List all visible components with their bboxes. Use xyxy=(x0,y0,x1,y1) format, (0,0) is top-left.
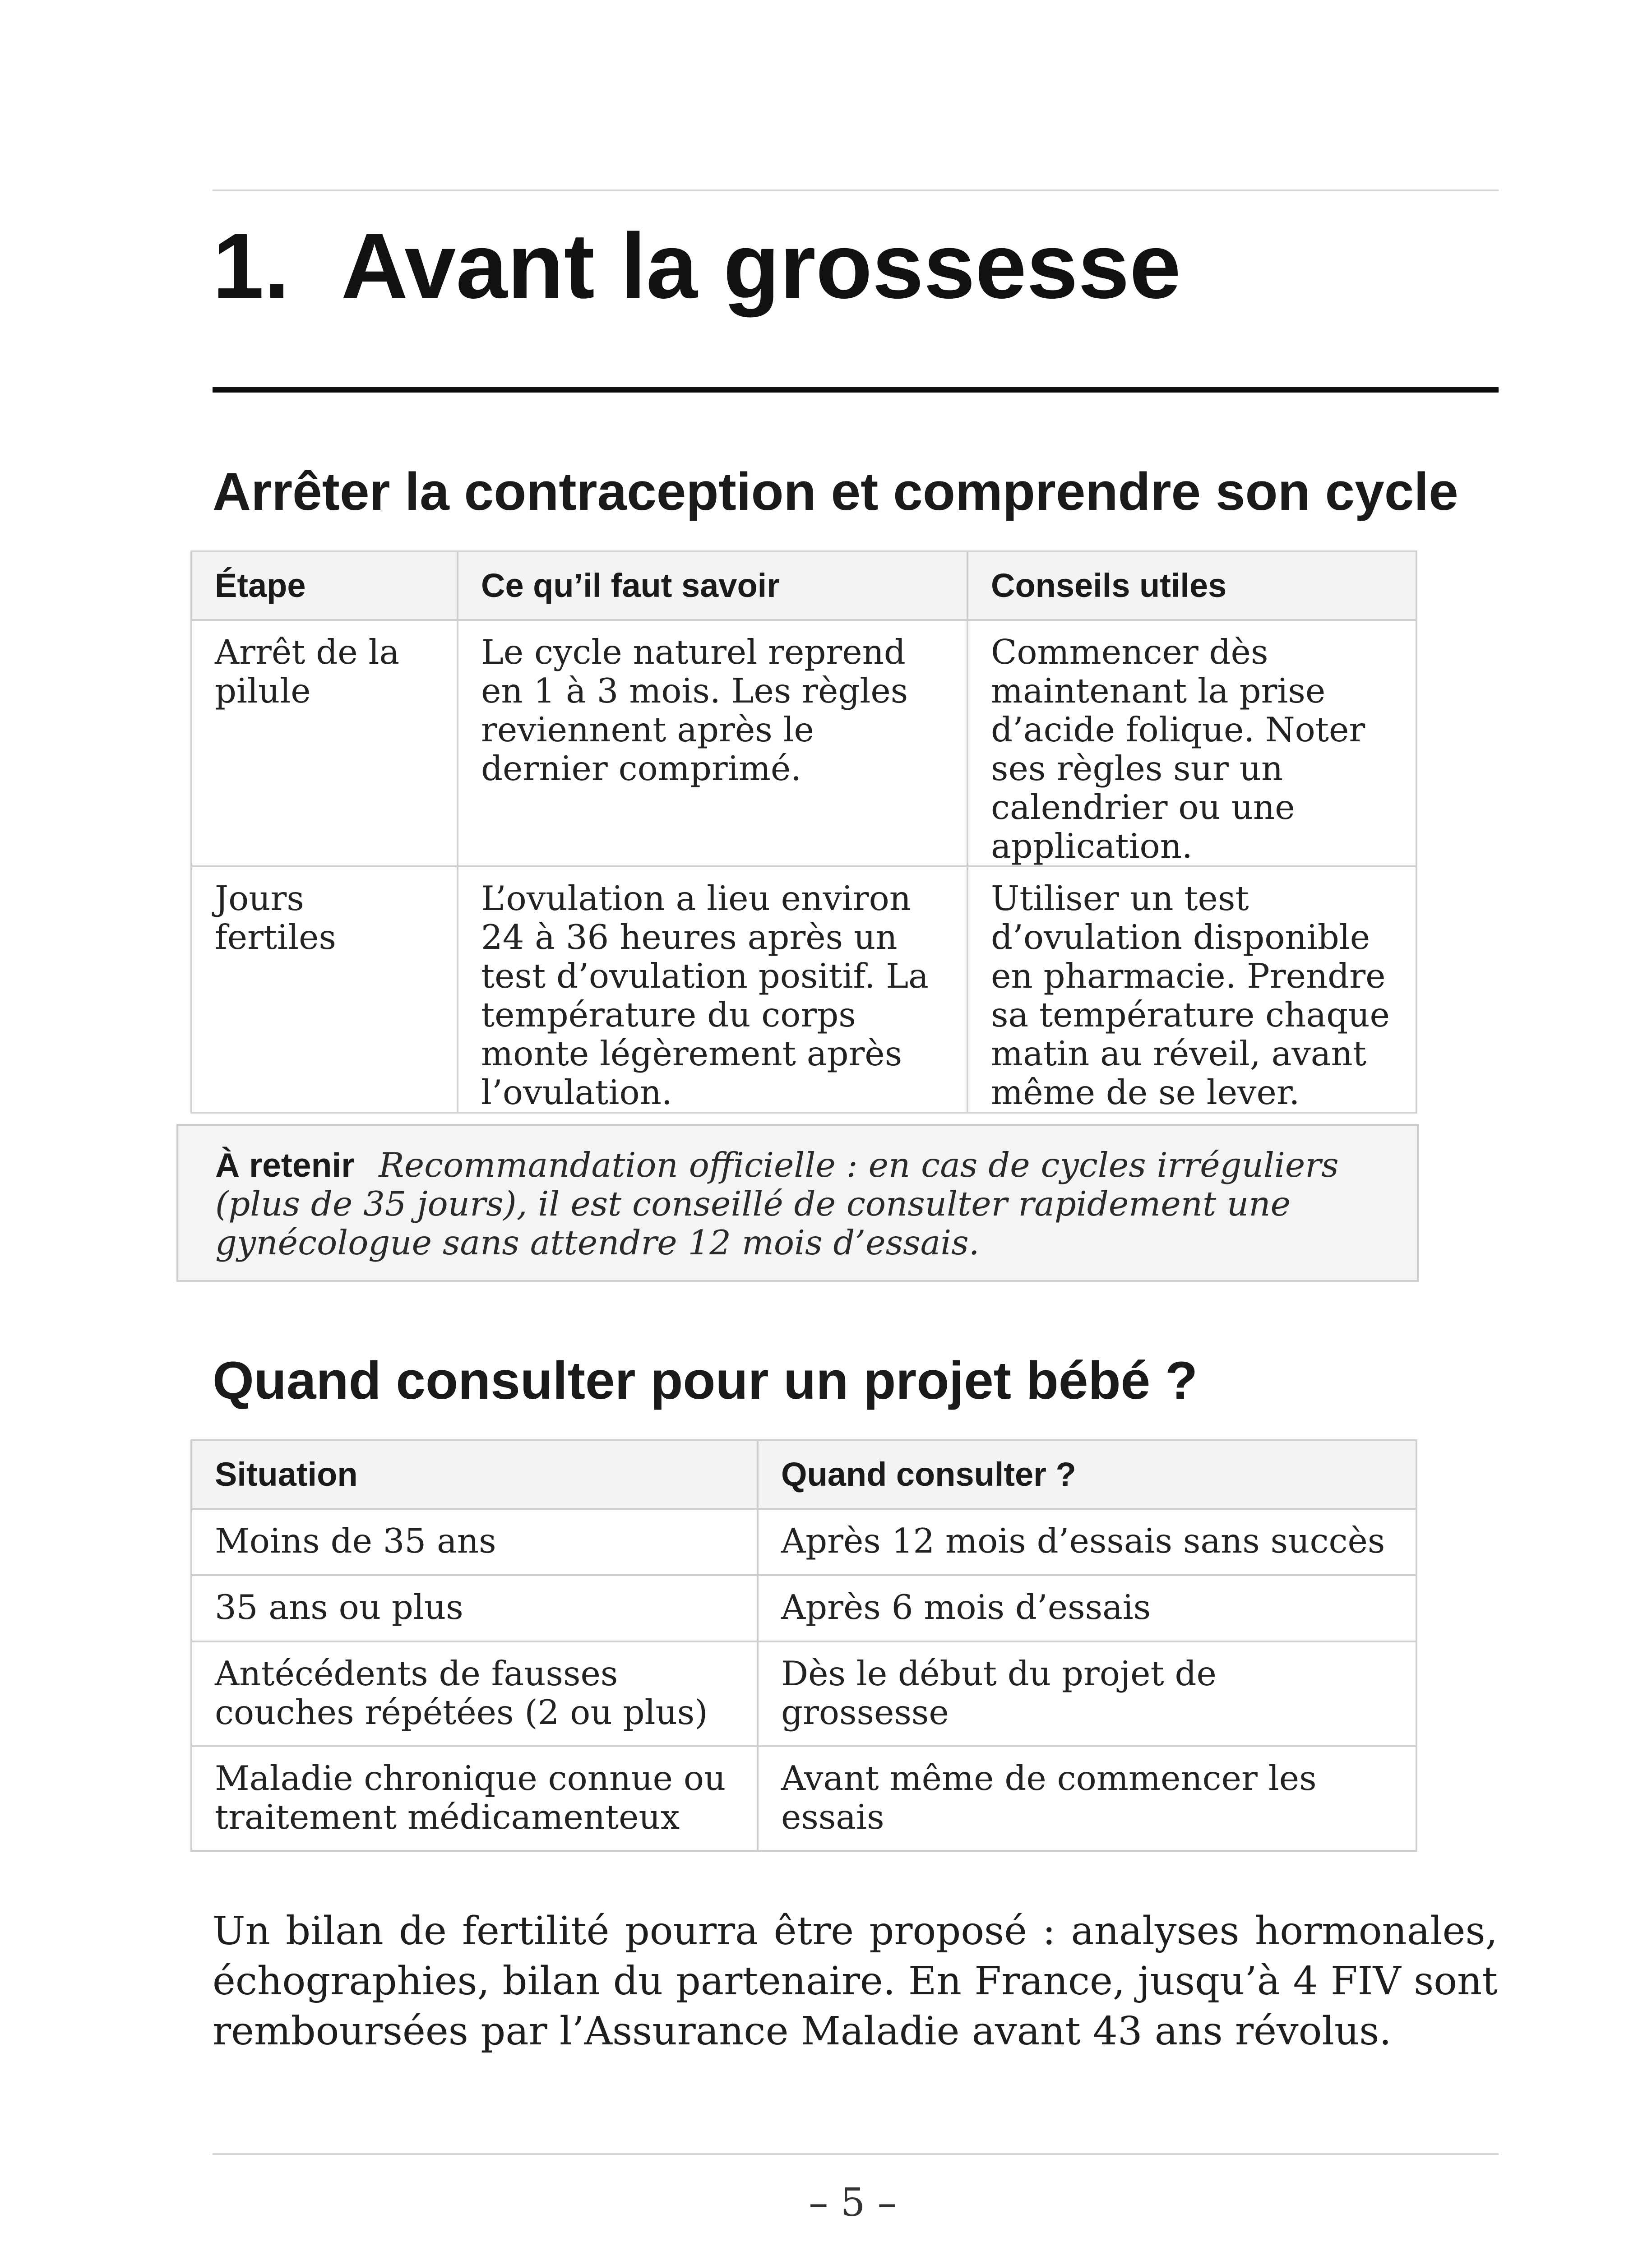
table-row xyxy=(191,1509,1416,1575)
table-cell: Après 12 mois d’essais sans succès xyxy=(758,1509,1416,1575)
reminder-box xyxy=(176,1124,1419,1282)
fertility-paragraph: Un bilan de fertilité pourra être proposé : analyses hormonales, échographies, bilan du partenaire. En France, jusqu’à 4 FIV sont remboursées par l’Assurance Maladie avant 43 ans révolus. xyxy=(213,1909,1498,2054)
column-header: Étape xyxy=(191,551,458,620)
section-title-consultation: Quand consulter pour un projet bébé ? xyxy=(213,1351,1198,1410)
table-header-row xyxy=(191,551,1416,620)
top-divider xyxy=(213,190,1499,191)
section-title-contraception: Arrêter la contraception et comprendre son cycle xyxy=(213,462,1458,522)
chapter-heading xyxy=(213,212,1181,320)
column-header: Situation xyxy=(191,1440,758,1509)
column-header: Conseils utiles xyxy=(967,551,1416,620)
table-cell: Moins de 35 ans xyxy=(191,1509,758,1575)
table-cell: Maladie chronique connue ou traitement médicamenteux xyxy=(191,1746,758,1851)
reminder-label: À retenir xyxy=(215,1146,355,1184)
chapter-number: 1. xyxy=(213,214,290,318)
table-cell: 35 ans ou plus xyxy=(191,1575,758,1641)
page-number: – 5 – xyxy=(809,2180,897,2225)
reminder-text: Recommandation officielle : en cas de cycles irréguliers (plus de 35 jours), il est conseillé de consulter rapidement une gynécologue sans attendre 12 mois d’essais. xyxy=(215,1145,1339,1262)
table-cell: Antécédents de fausses couches répétées (2 ou plus) xyxy=(191,1641,758,1746)
table-row xyxy=(191,866,1416,1113)
table-cell: Avant même de commencer les essais xyxy=(758,1746,1416,1851)
table-cell: Arrêt de la pilule xyxy=(191,620,458,866)
table-cell: Commencer dès maintenant la prise d’acide folique. Noter ses règles sur un calendrier ou une application. xyxy=(967,620,1416,866)
table-cell: Dès le début du projet de grossesse xyxy=(758,1641,1416,1746)
table-row xyxy=(191,1641,1416,1746)
column-header: Ce qu’il faut savoir xyxy=(458,551,967,620)
cycle-table xyxy=(190,550,1417,1114)
table-row xyxy=(191,620,1416,866)
table-cell: Utiliser un test d’ovulation disponible en pharmacie. Prendre sa température chaque matin au réveil, avant même de se lever. xyxy=(967,866,1416,1113)
table-row xyxy=(191,1575,1416,1641)
table-cell: Jours fertiles xyxy=(191,866,458,1113)
heading-underline xyxy=(213,387,1499,393)
table-cell: Le cycle naturel reprend en 1 à 3 mois. Les règles reviennent après le dernier comprimé. xyxy=(458,620,967,866)
consultation-table xyxy=(190,1439,1417,1852)
bottom-divider xyxy=(213,2153,1499,2155)
table-cell: L’ovulation a lieu environ 24 à 36 heures après un test d’ovulation positif. La température du corps monte légèrement après l’ovulation. xyxy=(458,866,967,1113)
column-header: Quand consulter ? xyxy=(758,1440,1416,1509)
table-header-row xyxy=(191,1440,1416,1509)
table-cell: Après 6 mois d’essais xyxy=(758,1575,1416,1641)
chapter-title: Avant la grossesse xyxy=(341,214,1181,318)
table-row xyxy=(191,1746,1416,1851)
